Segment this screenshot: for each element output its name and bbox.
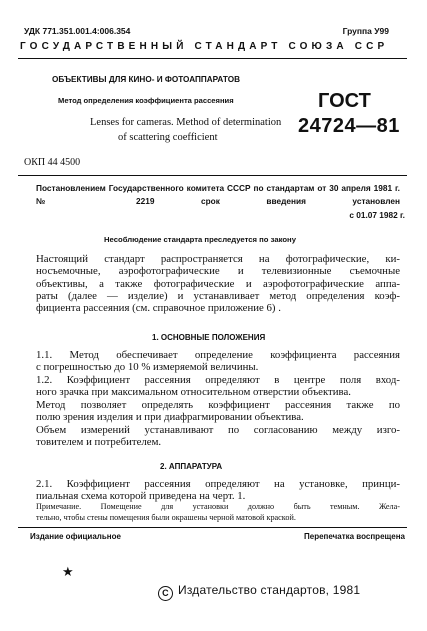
text-line: 1.2. Коэффициент рассеяния определяют в центре поля вход-: [36, 374, 400, 386]
decree-text: Постановлением Государственного комитета СССР по стандартам от 30 апреля 1981 г. № 2219 срок введения установлен: [36, 183, 400, 206]
section-heading-1: 1. ОСНОВНЫЕ ПОЛОЖЕНИЯ: [152, 333, 266, 342]
paragraph-1-2: [36, 374, 400, 399]
text-line: объективы, а также фотографические и аэрофотографические аппа-: [36, 277, 400, 290]
reprint-prohibited-label: Перепечатка воспрещена: [304, 532, 405, 541]
effective-date: с 01.07 1982 г.: [349, 210, 405, 220]
text-line: раты (далее — изделие) и устанавливает метод определения коэф-: [36, 289, 400, 302]
group-code: Группа У99: [342, 26, 389, 36]
middle-rule: [18, 175, 407, 176]
star-icon: ★: [62, 564, 74, 579]
gost-number: 24724—81: [298, 115, 400, 137]
gost-label: ГОСТ: [318, 90, 371, 112]
bottom-rule: [18, 527, 407, 528]
okp-code: ОКП 44 4500: [24, 157, 81, 168]
copyright-text: Издательство стандартов, 1981: [178, 583, 361, 597]
text-line: Объем измерений устанавливают по согласованию между изго-: [36, 424, 400, 436]
text-line: Метод позволяет определять коэффициент рассеяния также по: [36, 399, 400, 411]
paragraph-1-1: [36, 349, 400, 374]
noncompliance-note: Несоблюдение стандарта преследуется по закону: [104, 235, 296, 244]
text-line: 2.1. Коэффициент рассеяния определяют на установке, принци-: [36, 478, 400, 490]
text-line: ного зрачка при максимальном относительном отверстии объектива.: [36, 386, 351, 399]
udc-code: УДК 771.351.001.4:006.354: [24, 26, 131, 36]
paragraph-1-2-continued: [36, 399, 400, 424]
intro-paragraph: [36, 253, 400, 314]
document-title-ru: ОБЪЕКТИВЫ ДЛЯ КИНО- И ФОТОАППАРАТОВ: [52, 75, 241, 84]
method-title-ru: Метод определения коэффициента рассеяния: [58, 96, 234, 105]
text-line: носъемочные, аэрофотографические и телевизионные съемочные: [36, 265, 400, 278]
top-rule: [18, 58, 407, 59]
text-line: пиальная схема которой приведена на черт. 1.: [36, 490, 246, 503]
paragraph-1-3: [36, 424, 400, 449]
note-paragraph: [36, 501, 400, 523]
text-line: полю зрения изделия и при диафрагмировании объектива.: [36, 411, 304, 424]
document-title-en-line1: Lenses for cameras. Method of determination: [90, 117, 282, 128]
text-line: товителем и потребителем.: [36, 436, 162, 449]
copyright-line: [158, 583, 360, 601]
text-line: фициента рассеяния (см. справочное приложение 6) .: [36, 302, 281, 315]
text-line: 1.1. Метод обеспечивает определение коэффициента рассеяния: [36, 349, 400, 361]
section-heading-2: 2. АППАРАТУРА: [160, 462, 223, 471]
text-line: тельно, чтобы стены помещения были окрашены черной матовой краской.: [36, 513, 296, 522]
document-title-en-line2: of scattering coefficient: [118, 132, 218, 143]
text-line: с погрешностью до 10 % измеряемой величины.: [36, 361, 259, 374]
standard-title: ГОСУДАРСТВЕННЫЙ СТАНДАРТ СОЮЗА ССР: [20, 41, 389, 52]
paragraph-2-1: [36, 478, 400, 503]
text-line: Настоящий стандарт распространяется на фотографические, ки-: [36, 253, 400, 265]
copyright-icon: C: [158, 586, 173, 601]
text-line: Примечание. Помещение для установки должно быть темным. Жела-: [36, 502, 400, 511]
official-edition-label: Издание официальное: [30, 532, 121, 541]
